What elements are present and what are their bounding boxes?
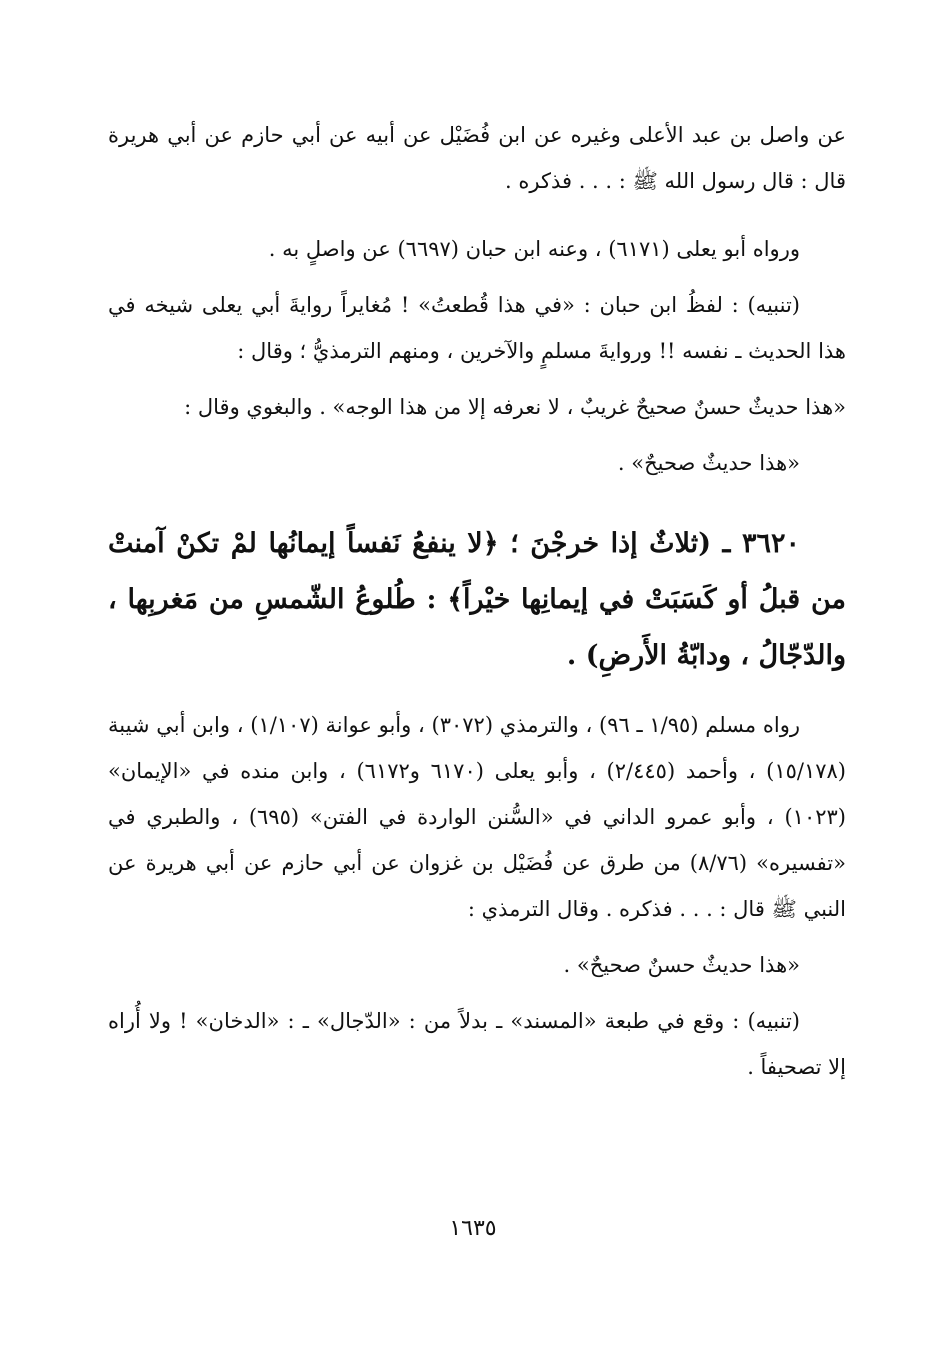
hadith-3620-text: ٣٦٢٠ ـ (ثلاثٌ إذا خرجْنَ ؛ ﴿لا ينفعُ نَفساً إيمانُها لمْ تكنْ آمنتْ من قبلُ أو كَسَبَتْ في إيمانِها خيْراً﴾ : طُلوعُ الشّمسِ من مَغربِها ، والدّجّالُ ، ودابّةُ الأَرضِ) . <box>108 528 846 671</box>
paragraph-tirmidhi-quote: «هذا حديثٌ حسنٌ صحيحٌ غريبٌ ، لا نعرفه إلا من هذا الوجه» . والبغوي وقال : <box>184 395 846 419</box>
page-number: ١٦٣٥ <box>449 1216 497 1241</box>
paragraph-chain-continuation: عن واصل بن عبد الأعلى وغيره عن ابن فُضَيْل عن أبيه عن أبي حازم عن أبي هريرة قال : قال رسول الله ﷺ : . . . فذكره . <box>108 123 846 193</box>
document-page <box>108 112 846 1262</box>
paragraph-note-ibn-hibban: (تنبيه) : لفظُ ابن حبان : «في هذا قُطعتُ» ! مُغايراً روايةَ أبي يعلى شيخه في هذا الحديث ـ نفسه !! وروايةَ مسلمٍ والآخرين ، ومنهم الترمذيُّ ؛ وقال : <box>108 293 846 363</box>
paragraph-abu-yala: ورواه أبو يعلى (٦١٧١) ، وعنه ابن حبان (٦٦٩٧) عن واصلٍ به . <box>268 237 800 261</box>
paragraph-note-musnad: (تنبيه) : وقع في طبعة «المسند» ـ بدلاً من : «الدّجال» ـ : «الدخان» ! ولا أُراه إلا تصحيفاً . <box>108 1009 846 1079</box>
paragraph-baghawi-quote: «هذا حديثٌ صحيحٌ» . <box>617 451 800 475</box>
paragraph-tirmidhi-verdict: «هذا حديثٌ حسنٌ صحيحٌ» . <box>563 953 800 977</box>
paragraph-takhrij: رواه مسلم (١/٩٥ ـ ٩٦) ، والترمذي (٣٠٧٢) ، وأبو عوانة (١/١٠٧) ، وابن أبي شيبة (١٥/١٧٨) ، وأحمد (٢/٤٤٥) ، وأبو يعلى (٦١٧٠ و٦١٧٢) ، وابن منده في «الإيمان» (١٠٢٣) ، وأبو عمرو الداني في «السُّنن الواردة في الفتن» (٦٩٥) ، والطبري في «تفسيره» (٨/٧٦) من طرق عن فُضَيْل بن غزوان عن أبي حازم عن أبي هريرة عن النبي ﷺ قال : . . . فذكره . وقال الترمذي : <box>108 713 846 921</box>
